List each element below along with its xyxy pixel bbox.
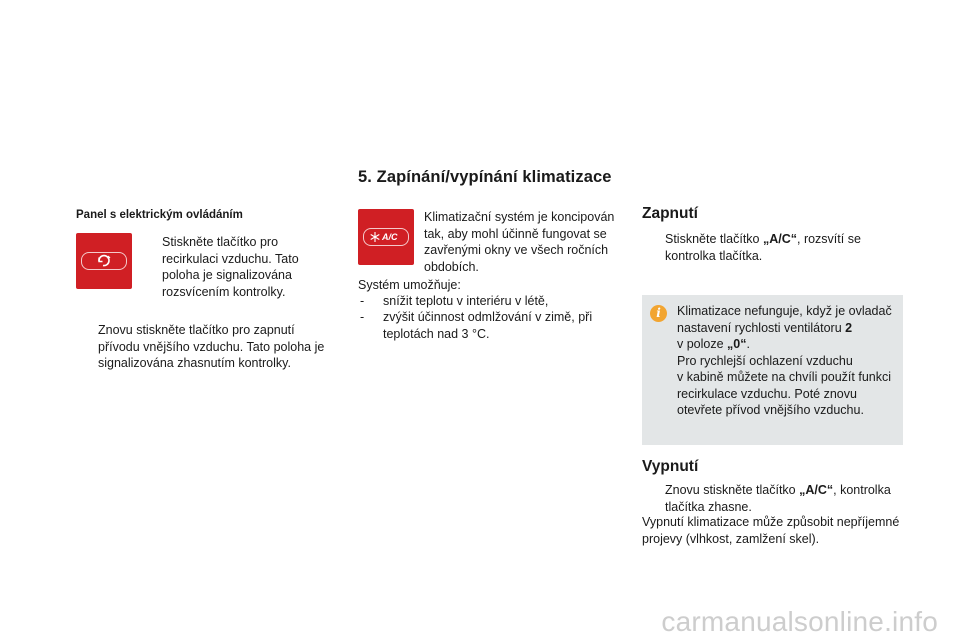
ac-item2 <box>383 309 613 342</box>
text-line: recirkulace vzduchu. Poté znovu <box>677 386 857 401</box>
text-bold: 2 <box>845 320 853 335</box>
text-line <box>677 336 899 353</box>
ac-button-image <box>358 209 414 265</box>
ac-label-bold: „A/C“ <box>799 483 834 497</box>
text-line: poloha je signalizována <box>162 268 292 282</box>
text-line: otevřete přívod vnějšího vzduchu. <box>677 403 864 417</box>
vypnuti-step <box>665 482 900 515</box>
text-fragment: Stiskněte tlačítko <box>665 232 763 246</box>
text-fragment: v poloze <box>677 337 728 351</box>
ac-item1: snížit teplotu v interiéru v létě, <box>383 294 549 308</box>
text-line: v kabině můžete na chvíli použít funkci <box>677 370 892 384</box>
text-line: rozsvícením kontrolky. <box>162 284 286 299</box>
text-line: přívodu vnějšího vzduchu. Tato poloha je <box>98 339 325 354</box>
text-line: teplotách nad 3 °C. <box>383 326 490 341</box>
text-line: zavřenými okny ve všech ročních <box>424 243 609 257</box>
text-line: recirkulaci vzduchu. Tato <box>162 251 299 266</box>
ac-allows-label: Systém umožňuje: <box>358 278 461 292</box>
text-fragment: . <box>746 337 750 351</box>
ac-label-bold: „A/C“ <box>762 232 797 246</box>
text-line: signalizována zhasnutím kontrolky. <box>98 356 291 370</box>
text-fragment: , kontrolka <box>833 483 891 497</box>
ac-intro <box>424 209 624 275</box>
section-title: 5. Zapínání/vypínání klimatizace <box>358 168 612 186</box>
panel-step1 <box>162 234 332 300</box>
text-line: tak, aby mohl účinně fungovat se <box>424 226 607 241</box>
text-line: Pro rychlejší ochlazení vzduchu <box>677 353 853 368</box>
text-line: obdobích. <box>424 259 479 274</box>
panel-step2 <box>98 322 343 372</box>
snowflake-icon <box>369 231 381 243</box>
text-line: Stiskněte tlačítko pro <box>162 235 279 249</box>
vypnuti-heading: Vypnutí <box>642 458 699 475</box>
vypnuti-note <box>642 514 912 547</box>
text-line <box>665 231 895 248</box>
text-line: Klimatizace nefunguje, když je ovladač <box>677 304 892 318</box>
recirculation-icon <box>94 253 114 269</box>
zapnuti-heading: Zapnutí <box>642 205 698 222</box>
text-line: projevy (vlhkost, zamlžení skel). <box>642 531 820 546</box>
text-line: zvýšit účinnost odmlžování v zimě, při <box>383 310 593 324</box>
text-bold: „0“ <box>727 337 747 351</box>
dash-marker: - <box>360 294 365 308</box>
text-line: kontrolka tlačítka. <box>665 248 763 263</box>
text-line: Vypnutí klimatizace může způsobit nepříjemné <box>642 515 900 529</box>
recirculation-button-image <box>76 233 132 289</box>
text-line: Klimatizační systém je koncipován <box>424 210 615 224</box>
text-fragment: nastavení rychlosti ventilátoru <box>677 320 846 335</box>
watermark: carmanualsonline.info <box>661 606 938 637</box>
text-fragment: Znovu stiskněte tlačítko <box>665 483 800 497</box>
text-line: tlačítka zhasne. <box>665 499 752 514</box>
text-line <box>665 482 900 499</box>
zapnuti-step <box>665 231 895 264</box>
text-line: Znovu stiskněte tlačítko pro zapnutí <box>98 323 295 337</box>
panel-heading: Panel s elektrickým ovládáním <box>76 209 243 221</box>
text-fragment: , rozsvítí se <box>797 232 861 246</box>
text-line <box>677 320 899 337</box>
dash-marker: - <box>360 310 365 324</box>
ac-button-label: A/C <box>382 232 398 242</box>
info-text <box>677 303 899 419</box>
info-icon: i <box>650 305 667 322</box>
